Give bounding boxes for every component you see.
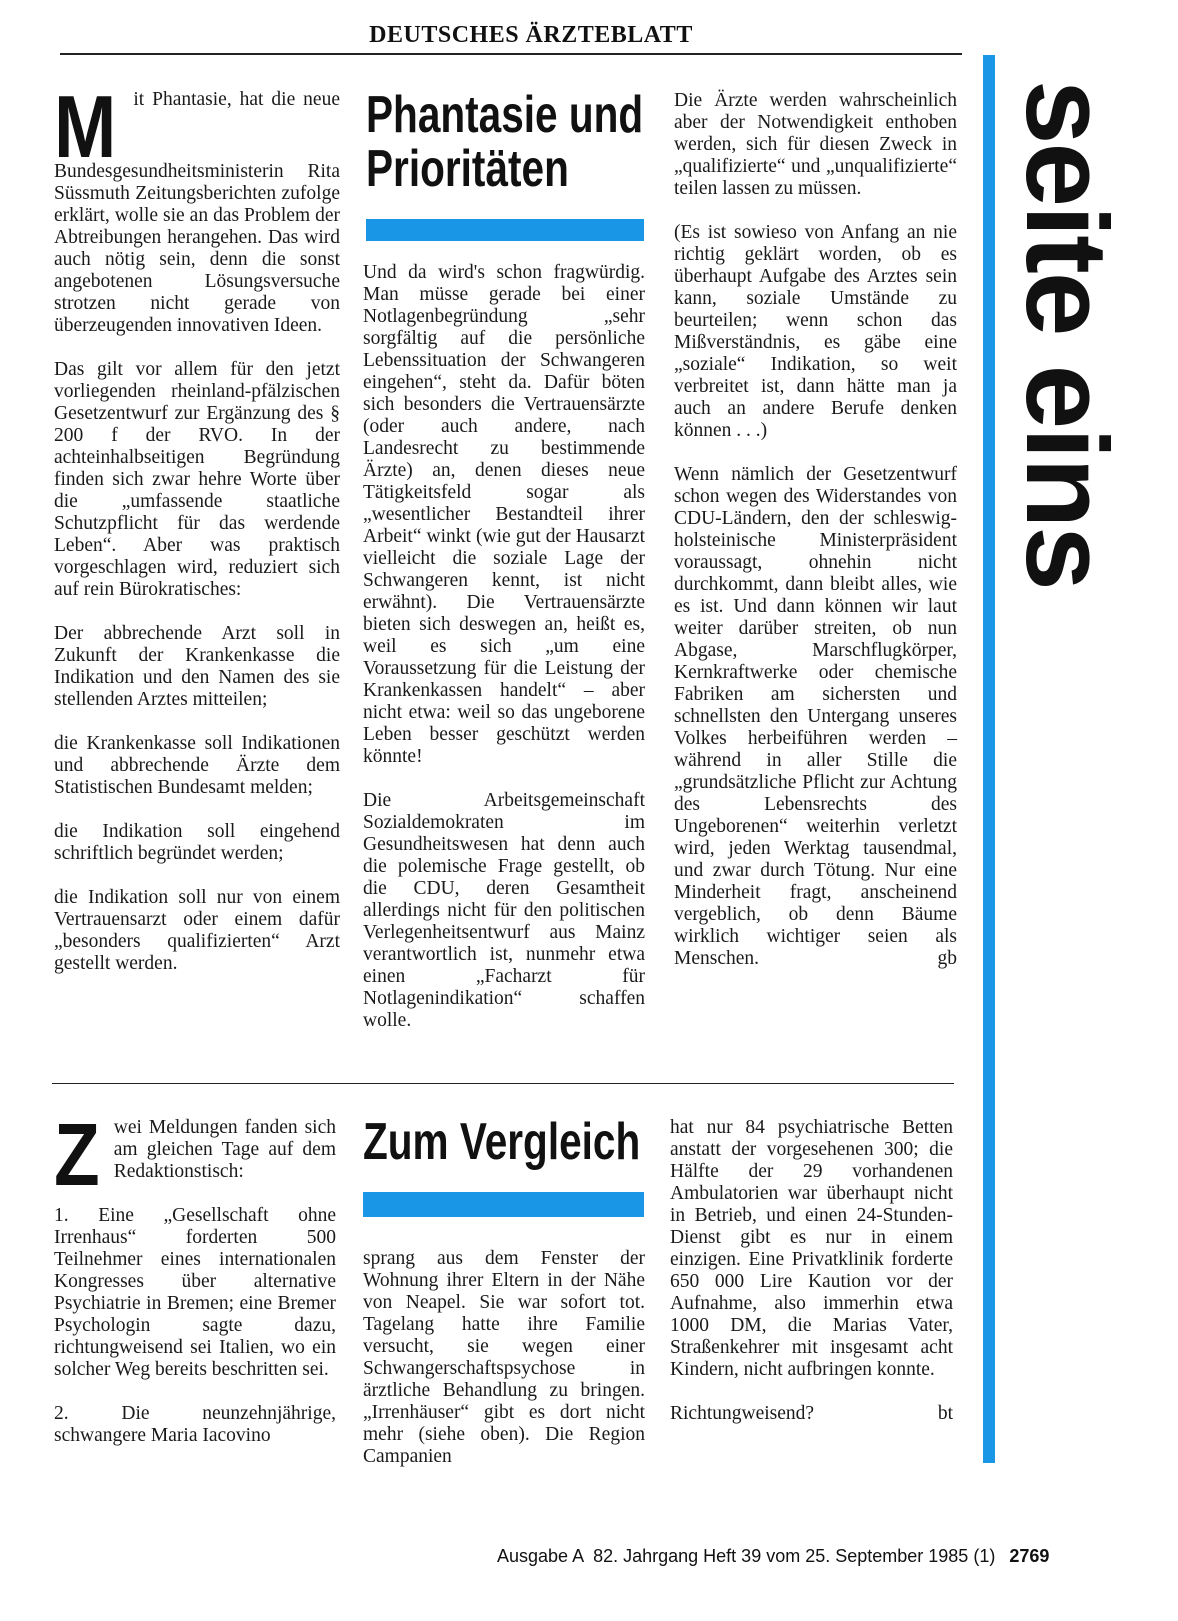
top-rule	[60, 53, 962, 55]
side-label: seite eins	[1002, 80, 1132, 589]
article1-dropcap: M	[54, 77, 117, 176]
article1-headline-line1: Phantasie und	[366, 86, 644, 144]
article1-col2	[363, 262, 645, 1032]
article2-col1	[54, 1105, 336, 1447]
page-number: 2769	[1009, 1546, 1050, 1566]
article2-col3-p0: hat nur 84 psychiatrische Betten anstatt der vorgesehenen 300; die Hälfte der 29 vorhandenen Ambulatorien war überhaupt nicht in Betrieb, und einen 24-Stunden-Dienst gibt es nur in einem einzigen. Eine Privatklinik forderte 650 000 Lire Kaution vor der Aufnahme, also immerhin etwa 1000 DM, die Marias Vater, Straßenkehrer mit insgesamt acht Kindern, nicht aufbringen konnte.	[670, 1117, 953, 1380]
footer	[497, 1546, 1049, 1567]
article1-col3-p2	[674, 464, 957, 970]
article2-col1-p1: 1. Eine „Gesellschaft ohne Irrenhaus“ forderten 500 Teilnehmer eines internationalen Kongresses über alternative Psychiatrie in Bremen; eine Bremer Psychologin sagte dazu, richtungweisend sei Italien, wo ein solcher Weg bereits beschritten sei.	[54, 1205, 336, 1380]
article2-col1-p2: 2. Die neunzehnjährige, schwangere Maria Iacovino	[54, 1403, 336, 1446]
article2-col1-p0	[54, 1105, 336, 1204]
article1-col1-p0	[54, 77, 340, 337]
footer-issue: Ausgabe A 82. Jahrgang Heft 39 vom 25. September 1985 (1)	[497, 1546, 996, 1566]
article2-col1-p0-text: wei Meldungen fanden sich am gleichen Tage auf dem Redaktionstisch:	[113, 1117, 336, 1182]
article1-col2-p0: Und da wird's schon fragwürdig. Man müsse gerade bei einer Notlagenbegründung „sehr sorgfältig auf die persönliche Lebenssituation der Schwangeren eingehen“, steht da. Dafür böten sich besonders die Vertrauensärzte (oder auch andere, nach Landesrecht zu bestimmende Ärzte) an, denen dieses neue Tätigkeitsfeld sogar als „wesentlicher Bestandteil ihrer Arbeit“ winkt (wie gut der Hausarzt vielleicht die soziale Lage der Schwangeren kennt, ist nicht erwähnt). Die Vertrauensärzte bieten sich deswegen an, heißt es, weil es sich „um eine Voraussetzung für die Leistung der Krankenkassen handelt“ – aber nicht etwa: weil so das ungeborene Leben besser geschützt werden könnte!	[363, 262, 645, 767]
mid-rule	[52, 1083, 954, 1084]
article1-signature: gb	[937, 948, 957, 969]
article1-headline-bar	[366, 219, 644, 241]
article1-col1-p2: Der abbrechende Arzt soll in Zukunft der Krankenkasse die Indikation und den Namen des sie stellenden Arztes mitteilen;	[54, 623, 340, 710]
article2-col2-p0: sprang aus dem Fenster der Wohnung ihrer Eltern in der Nähe von Neapel. Sie war sofort tot. Tagelang hatte ihre Familie versucht, sie wegen einer Schwangerschaftspsychose in ärztliche Behandlung zu bringen. „Irrenhäuser“ gibt es dort nicht mehr (siehe oben). Die Region Campanien	[363, 1248, 645, 1467]
article2-closing: Richtungweisend?	[670, 1403, 815, 1424]
article1-col1-p5: die Indikation soll nur von einem Vertrauensarzt oder einem dafür „besonders qualifizierten“ Arzt gestellt werden.	[54, 887, 340, 974]
side-accent-bar	[983, 55, 995, 1463]
article2-col3	[670, 1117, 953, 1425]
article1-col3-p2-text: Wenn nämlich der Gesetzentwurf schon wegen des Widerstandes von CDU-Ländern, den der schleswig-holsteinische Ministerpräsident voraussagt, ohnehin nicht durchkommt, dann bleibt alles, wie es ist. Und dann können wir laut weiter darüber streiten, ob nun Abgase, Marschflugkörper, Kernkraftwerke oder chemische Fabriken am sichersten und schnellsten den Untergang unseres Volkes herbeiführen werden – während in aller Stille die „grundsätzliche Pflicht zur Achtung des Lebensrechts des Ungeborenen“ weiterhin verletzt wird, jeden Werktag tausendmal, und zwar durch Tötung. Nur eine Minderheit fragt, anscheinend vergeblich, ob denn Bäume wirklich wichtiger seien als Menschen.	[674, 464, 957, 969]
article1-headline	[366, 88, 655, 196]
article1-headline-line2: Prioritäten	[366, 140, 569, 198]
article1-col1-p3: die Krankenkasse soll Indikationen und abbrechende Ärzte dem Statistischen Bundesamt melden;	[54, 733, 340, 798]
article1-col1	[54, 77, 340, 975]
article2-headline: Zum Vergleich	[363, 1113, 641, 1171]
article2-closing-row	[670, 1403, 953, 1425]
masthead: DEUTSCHES ÄRZTEBLATT	[369, 22, 693, 48]
article1-col1-p4: die Indikation soll eingehend schriftlich begründet werden;	[54, 821, 340, 864]
article2-col2	[363, 1248, 645, 1468]
article1-col1-p0-text: it Phantasie, hat die neue Bundesgesundheitsministerin Rita Süssmuth Zeitungsberichten zufolge erklärt, wolle sie an das Problem der Abtreibungen herangehen. Das wird auch nötig sein, denn die sonst angebotenen Lösungsversuche strotzen nicht gerade von überzeugenden innovativen Ideen.	[54, 89, 340, 336]
article1-col3-p0: Die Ärzte werden wahrscheinlich aber der Notwendigkeit enthoben werden, sich für diesen Zweck in „qualifizierte“ und „unqualifizierte“ teilen lassen zu müssen.	[674, 90, 957, 199]
article2-signature: bt	[937, 1403, 953, 1424]
article1-col3-p1: (Es ist sowieso von Anfang an nie richtig geklärt worden, ob es überhaupt Aufgabe des Arztes sein kann, soziale Umstände zu beurteilen; wenn schon das Mißverständnis, es gäbe eine „soziale“ Indikation, so weit verbreitet ist, dann hätte man ja auch an andere Berufe denken können . . .)	[674, 222, 957, 441]
article2-dropcap: Z	[54, 1105, 100, 1204]
article1-col2-p1: Die Arbeitsgemeinschaft Sozialdemokraten im Gesundheitswesen hat denn auch die polemische Frage gestellt, ob die CDU, deren Gesamtheit allerdings nicht für den politischen Verlegenheitsentwurf aus Mainz verantwortlich ist, nunmehr etwa einen „Facharzt für Notlagenindikation“ schaffen wolle.	[363, 790, 645, 1031]
article1-col3	[674, 90, 957, 970]
article2-headline-bar	[363, 1192, 644, 1217]
article1-col1-p1: Das gilt vor allem für den jetzt vorliegenden rheinland-pfälzischen Gesetzentwurf zur Ergänzung des § 200 f der RVO. In der achteinhalbseitigen Begründung finden sich zwar hehre Worte über die „umfassende staatliche Schutzpflicht für das werdende Leben“. Aber was praktisch vorgeschlagen wird, reduziert sich auf rein Bürokratisches:	[54, 359, 340, 600]
